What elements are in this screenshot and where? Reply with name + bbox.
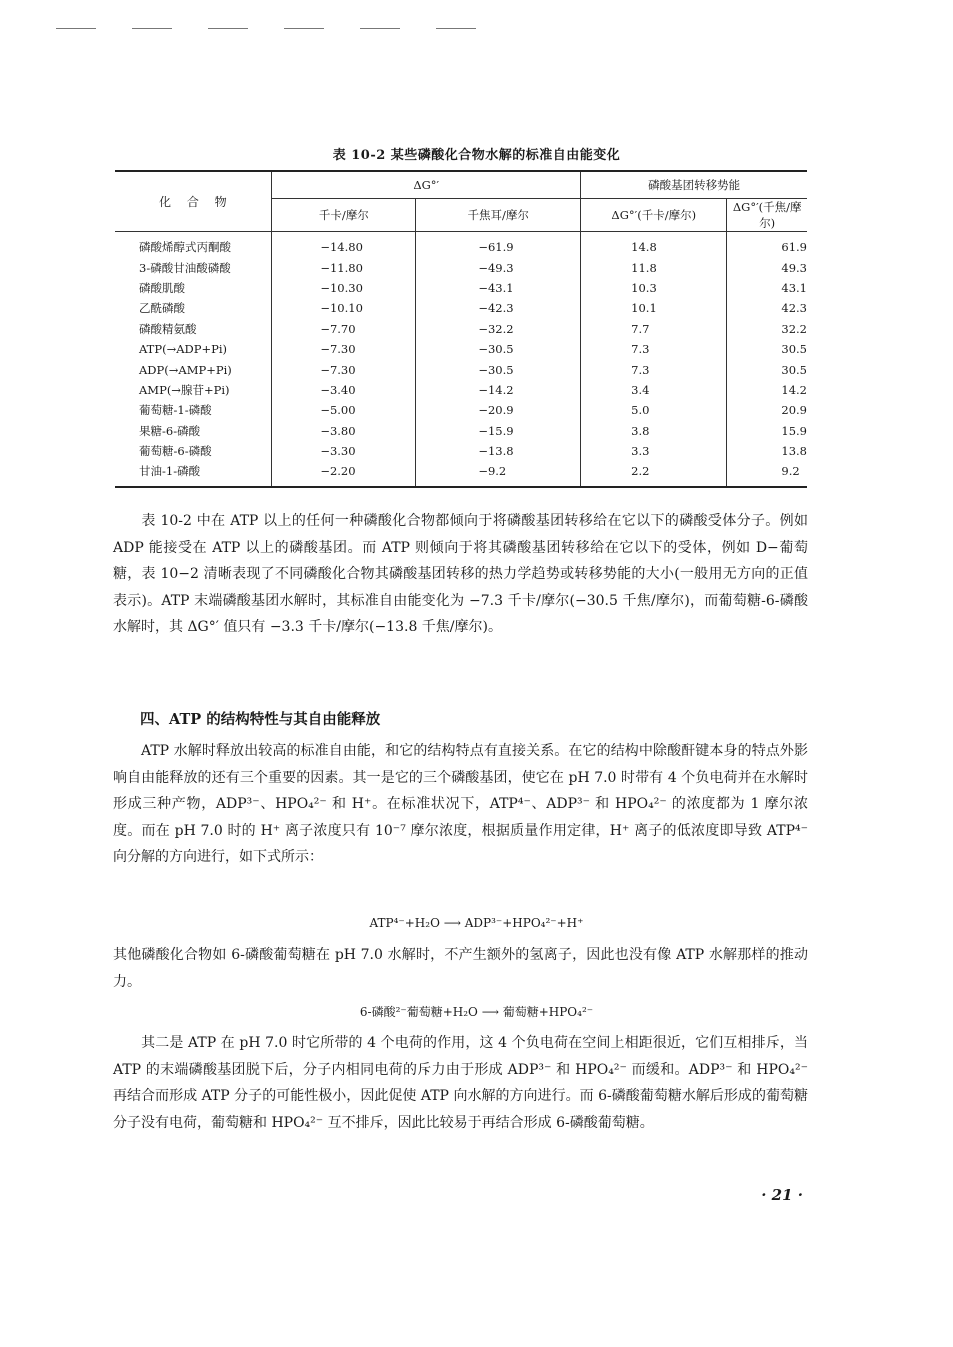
compound-cell: 磷酸烯醇式丙酮酸: [139, 240, 231, 255]
kj-cell: −20.9: [416, 400, 581, 420]
kcal-cell: −7.70: [272, 319, 416, 339]
kcal-cell: −5.00: [272, 400, 416, 420]
transfer-kj-cell: 43.1: [727, 278, 807, 298]
compound-cell: 3-磷酸甘油酸磷酸: [139, 260, 231, 275]
kcal-cell: −2.20: [272, 461, 416, 486]
table-row: [115, 461, 807, 486]
kj-cell: −61.9: [416, 232, 581, 258]
column-header-transfer-kcal: ΔG°′(千卡/摩尔): [581, 199, 727, 232]
transfer-kj-cell: 30.5: [727, 359, 807, 379]
table-title: 表 10-2 某些磷酸化合物水解的标准自由能变化: [332, 148, 621, 163]
paragraph-3: [113, 942, 808, 995]
kj-cell: −32.2: [416, 319, 581, 339]
transfer-kj-cell: 32.2: [727, 319, 807, 339]
column-header-transfer-kj: ΔG°′(千焦/摩尔): [727, 199, 807, 232]
compound-cell: 乙酰磷酸: [139, 301, 185, 316]
column-group-delta-g: ΔG°′: [272, 171, 581, 199]
transfer-kj-cell: 15.9: [727, 421, 807, 441]
transfer-kj-cell: 61.9: [727, 232, 807, 258]
kj-cell: −42.3: [416, 298, 581, 318]
page-number: · 21 ·: [761, 1186, 803, 1204]
transfer-kcal-cell: 3.8: [581, 421, 727, 441]
transfer-kcal-cell: 7.3: [581, 359, 727, 379]
kj-cell: −43.1: [416, 278, 581, 298]
kcal-cell: −3.30: [272, 441, 416, 461]
compound-cell: 甘油-1-磷酸: [115, 461, 272, 486]
kj-cell: −15.9: [416, 421, 581, 441]
table-row: [115, 319, 807, 339]
transfer-kj-cell: 49.3: [727, 257, 807, 277]
kcal-cell: −14.80: [272, 232, 416, 258]
paragraph-4: [113, 1030, 808, 1136]
transfer-kcal-cell: 2.2: [581, 461, 727, 486]
table-row: [115, 380, 807, 400]
table-row: [115, 441, 807, 461]
paragraph-2-text: ATP 水解时释放出较高的标准自由能，和它的结构特点有直接关系。在它的结构中除酸酐键本身的特点外影响自由能释放的还有三个重要的因素。其一是它的三个磷酸基团，使它在 pH 7.0 时带有 4 个负电荷并在水解时形成三种产物，ADP³⁻、HPO₄²⁻ 和 H⁺。在标准状况下，ATP⁴⁻、ADP³⁻ 和 HPO₄²⁻ 的浓度都为 1 摩尔浓度。而在 pH 7.0 时的 H⁺ 离子浓度只有 10⁻⁷ 摩尔浓度，根据质量作用定律，H⁺ 离子的低浓度即导致 ATP⁴⁻ 向分解的方向进行，如下式所示：: [113, 743, 808, 865]
kcal-cell: −10.10: [272, 298, 416, 318]
compound-cell: 葡萄糖-6-磷酸: [139, 444, 212, 459]
table-row: [115, 421, 807, 441]
kcal-cell: −7.30: [272, 339, 416, 359]
kj-cell: −49.3: [416, 257, 581, 277]
transfer-kj-cell: 30.5: [727, 339, 807, 359]
kj-cell: −30.5: [416, 339, 581, 359]
kcal-cell: −7.30: [272, 359, 416, 379]
column-header-kcal: 千卡/摩尔: [272, 199, 416, 232]
section-heading: 四、ATP 的结构特性与其自由能释放: [140, 711, 381, 728]
table-row: [115, 400, 807, 420]
header-rule-dashes: [56, 28, 486, 30]
compound-cell: 果糖-6-磷酸: [139, 423, 201, 438]
kj-cell: −14.2: [416, 380, 581, 400]
transfer-kcal-cell: 14.8: [581, 232, 727, 258]
compound-cell: 葡萄糖-1-磷酸: [139, 403, 212, 418]
compound-cell: ADP(→AMP+Pi): [139, 362, 232, 377]
kcal-cell: −10.30: [272, 278, 416, 298]
transfer-kcal-cell: 3.4: [581, 380, 727, 400]
transfer-kj-cell: 20.9: [727, 400, 807, 420]
paragraph-2: [113, 738, 808, 871]
paragraph-4-text: 其二是 ATP 在 pH 7.0 时它所带的 4 个电荷的作用，这 4 个负电荷在空间上相距很近，它们互相排斥，当 ATP 的末端磷酸基团脱下后，分子内相同电荷的斥力由于形成 ADP³⁻ 和 HPO₄²⁻ 而缓和。ADP³⁻ 和 HPO₄²⁻ 再结合而形成 ATP 分子的可能性极小，因此促使 ATP 向水解的方向进行。而 6-磷酸葡萄糖水解后形成的葡萄糖分子没有电荷，葡萄糖和 HPO₄²⁻ 互不排斥，因此比较易于再结合形成 6-磷酸葡萄糖。: [113, 1035, 808, 1131]
transfer-kcal-cell: 11.8: [581, 257, 727, 277]
table-row: [115, 257, 807, 277]
compound-cell: ATP(→ADP+Pi): [139, 342, 228, 357]
kj-cell: −30.5: [416, 359, 581, 379]
kcal-cell: −3.40: [272, 380, 416, 400]
column-header-kj: 千焦耳/摩尔: [416, 199, 581, 232]
transfer-kcal-cell: 5.0: [581, 400, 727, 420]
kj-cell: −13.8: [416, 441, 581, 461]
paragraph-1: [113, 508, 808, 641]
compound-cell: 磷酸肌酸: [139, 280, 185, 295]
transfer-kcal-cell: 10.3: [581, 278, 727, 298]
free-energy-table: [115, 170, 807, 488]
column-group-transfer-potential: 磷酸基团转移势能: [581, 171, 807, 199]
transfer-kj-cell: 42.3: [727, 298, 807, 318]
paragraph-1-text: 表 10-2 中在 ATP 以上的任何一种磷酸化合物都倾向于将磷酸基团转移给在它以下的磷酸受体分子。例如 ADP 能接受在 ATP 以上的磷酸基团。而 ATP 则倾向于将其磷酸基团转移给在它以下的受体，例如 D−葡萄糖，表 10−2 清晰表现了不同磷酸化合物其磷酸基团转移的热力学趋势或转移势能的大小(一般用无方向的正值表示)。ATP 末端磷酸基团水解时，其标准自由能变化为 −7.3 千卡/摩尔(−30.5 千焦/摩尔)，而葡萄糖-6-磷酸水解时，其 ΔG°′ 值只有 −3.3 千卡/摩尔(−13.8 千焦/摩尔)。: [113, 513, 808, 635]
transfer-kcal-cell: 7.7: [581, 319, 727, 339]
transfer-kj-cell: 13.8: [727, 441, 807, 461]
equation-2: 6-磷酸²⁻葡萄糖+H₂O ⟶ 葡萄糖+HPO₄²⁻: [359, 1005, 594, 1019]
compound-cell: AMP(→腺苷+Pi): [139, 382, 230, 397]
kcal-cell: −3.80: [272, 421, 416, 441]
table-row: [115, 339, 807, 359]
equation-1: ATP⁴⁻+H₂O ⟶ ADP³⁻+HPO₄²⁻+H⁺: [369, 916, 584, 930]
table-row: [115, 278, 807, 298]
transfer-kcal-cell: 7.3: [581, 339, 727, 359]
paragraph-3-text: 其他磷酸化合物如 6-磷酸葡萄糖在 pH 7.0 水解时，不产生额外的氢离子，因此也没有像 ATP 水解那样的推动力。: [113, 947, 808, 990]
transfer-kcal-cell: 10.1: [581, 298, 727, 318]
table-row: [115, 232, 807, 258]
transfer-kj-cell: 9.2: [727, 461, 807, 486]
table-row: [115, 359, 807, 379]
table-row: [115, 298, 807, 318]
kcal-cell: −11.80: [272, 257, 416, 277]
column-header-compound: 化 合 物: [115, 171, 272, 232]
transfer-kj-cell: 14.2: [727, 380, 807, 400]
transfer-kcal-cell: 3.3: [581, 441, 727, 461]
table-body: [115, 232, 807, 487]
compound-cell: 磷酸精氨酸: [139, 321, 197, 336]
kj-cell: −9.2: [416, 461, 581, 486]
